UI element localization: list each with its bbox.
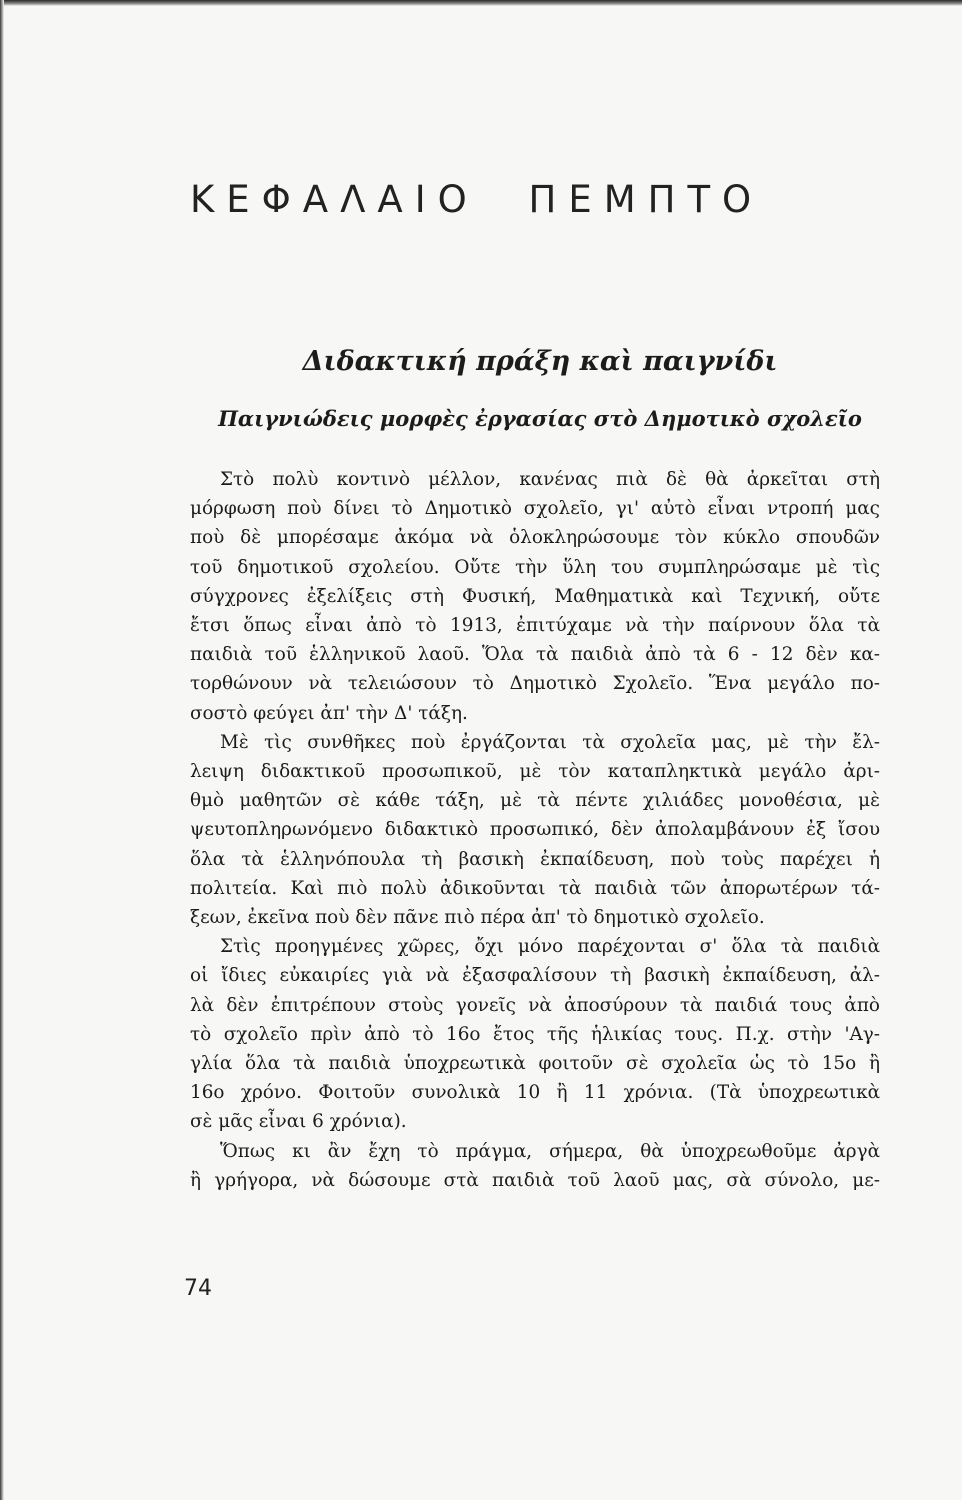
text-line: 16ο χρόνο. Φοιτοῦν συνολικὰ 10 ἢ 11 χρόνια. (Τὰ ὑποχρεωτικὰ <box>190 1082 880 1104</box>
text-line: Μὲ τὶς συνθῆκες ποὺ ἐργάζονται τὰ σχολεῖα μας, μὲ τὴν ἔλ- <box>220 731 880 753</box>
chapter-heading: ΚΕΦΑΛΑΙΟ ΠΕΜΠΤΟ <box>190 178 764 221</box>
body-text <box>190 465 880 1195</box>
text-line: θμὸ μαθητῶν σὲ κάθε τάξη, μὲ τὰ πέντε χιλιάδες μονοθέσια, μὲ <box>190 790 880 812</box>
section-title: Διδακτική πράξη καὶ παιγνίδι <box>302 346 778 377</box>
text-line: τὸ σχολεῖο πρὶν ἀπὸ τὸ 16ο ἔτος τῆς ἡλικίας τους. Π.χ. στὴν 'Αγ- <box>190 1023 880 1045</box>
text-line: σοστὸ φεύγει ἀπ' τὴν Δ' τάξη. <box>190 702 468 724</box>
text-line: τορθώνουν νὰ τελειώσουν τὸ Δημοτικὸ Σχολεῖο. Ἕνα μεγάλο πο- <box>190 673 880 695</box>
page-top-edge <box>0 0 962 6</box>
text-line: Στὸ πολὺ κοντινὸ μέλλον, κανένας πιὰ δὲ θὰ ἀρκεῖται στὴ <box>220 469 880 490</box>
text-line: ἔτσι ὅπως εἶναι ἀπὸ τὸ 1913, ἐπιτύχαμε νὰ τὴν παίρνουν ὅλα τὰ <box>190 615 880 637</box>
text-line: οἱ ἴδιες εὐκαιρίες γιὰ νὰ ἐξασφαλίσουν τὴ βασικὴ ἐκπαίδευση, ἀλ- <box>190 965 880 987</box>
text-line: παιδιὰ τοῦ ἑλληνικοῦ λαοῦ. Ὅλα τὰ παιδιὰ ἀπὸ τὰ 6 - 12 δὲν κα- <box>190 644 880 666</box>
section-subtitle: Παιγνιώδεις μορφὲς ἐργασίας στὸ Δημοτικὸ σχολεῖο <box>218 406 862 431</box>
text-line: τοῦ δημοτικοῦ σχολείου. Οὔτε τὴν ὕλη του συμπληρώσαμε μὲ τὶς <box>190 556 880 578</box>
text-line: πολιτεία. Καὶ πιὸ πολὺ ἀδικοῦνται τὰ παιδιὰ τῶν ἀπορωτέρων τά- <box>190 877 880 899</box>
text-line: λὰ δὲν ἐπιτρέπουν στοὺς γονεῖς νὰ ἀποσύρουν τὰ παιδιά τους ἀπὸ <box>190 994 880 1016</box>
text-line: σύγχρονες ἐξελίξεις στὴ Φυσική, Μαθηματικὰ καὶ Τεχνική, οὔτε <box>190 585 880 607</box>
page-left-edge <box>0 0 4 1500</box>
text-line: ποὺ δὲ μπορέσαμε ἀκόμα νὰ ὁλοκληρώσουμε τὸν κύκλο σπουδῶν <box>190 527 880 549</box>
text-line: σὲ μᾶς εἶναι 6 χρόνια). <box>190 1111 407 1133</box>
text-line: λειψη διδακτικοῦ προσωπικοῦ, μὲ τὸν καταπληκτικὰ μεγάλο ἀρι- <box>190 761 880 783</box>
text-line: ψευτοπληρωνόμενο διδακτικὸ προσωπικό, δὲν ἀπολαμβάνουν ἐξ ἴσου <box>190 819 880 841</box>
page-number: 74 <box>184 1276 212 1301</box>
text-line: γλία ὅλα τὰ παιδιὰ ὑποχρεωτικὰ φοιτοῦν σὲ σχολεῖα ὡς τὸ 15ο ἢ <box>190 1053 880 1075</box>
text-line: Ὅπως κι ἂν ἔχη τὸ πράγμα, σήμερα, θὰ ὑποχρεωθοῦμε ἀργὰ <box>220 1140 880 1162</box>
text-line: μόρφωση ποὺ δίνει τὸ Δημοτικὸ σχολεῖο, γι' αὐτὸ εἶναι ντροπή μας <box>190 498 880 520</box>
text-line: ξεων, ἐκεῖνα ποὺ δὲν πᾶνε πιὸ πέρα ἀπ' τὸ δημοτικὸ σχολεῖο. <box>190 907 765 929</box>
text-line: ἢ γρήγορα, νὰ δώσουμε στὰ παιδιὰ τοῦ λαοῦ μας, σὰ σύνολο, με- <box>190 1169 880 1191</box>
text-line: ὅλα τὰ ἑλληνόπουλα τὴ βασικὴ ἐκπαίδευση, ποὺ τοὺς παρέχει ἡ <box>190 848 880 870</box>
text-line: Στὶς προηγμένες χῶρες, ὄχι μόνο παρέχονται σ' ὅλα τὰ παιδιὰ <box>220 936 880 958</box>
